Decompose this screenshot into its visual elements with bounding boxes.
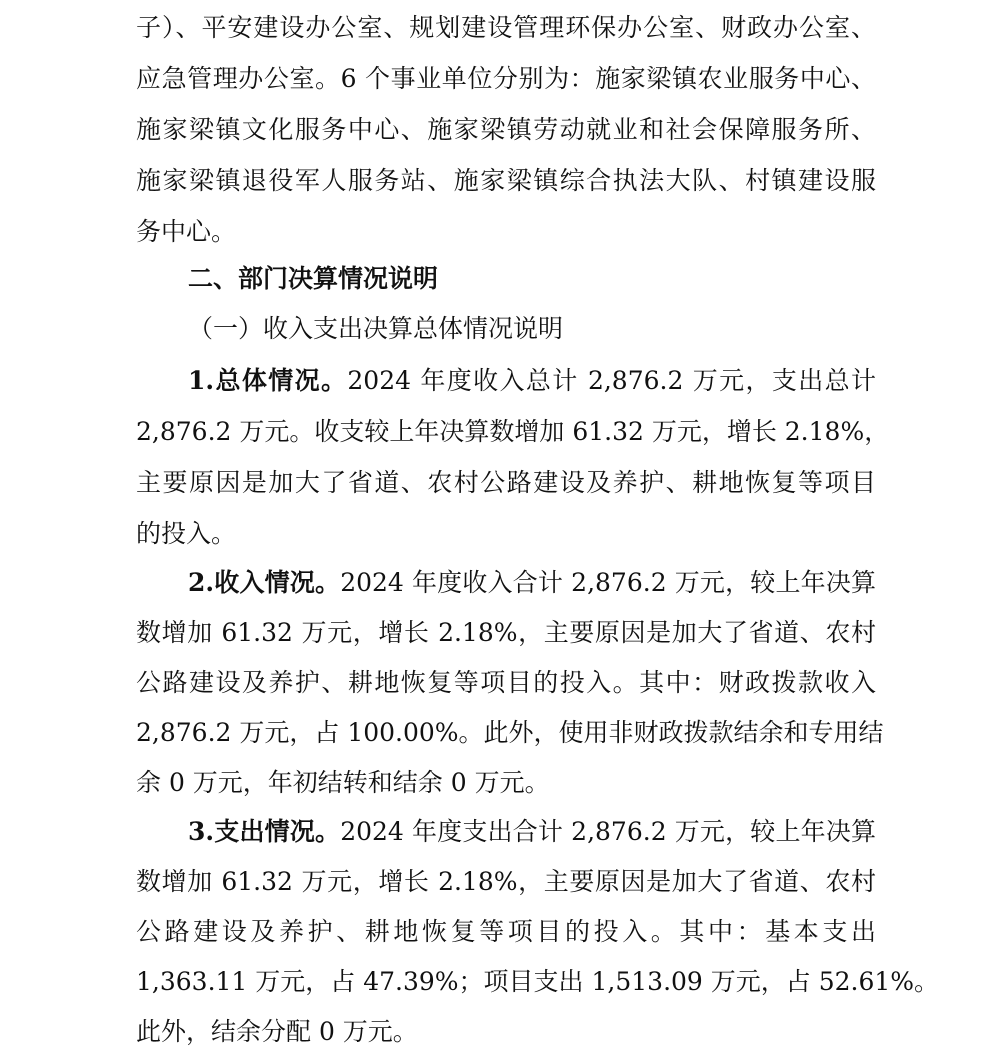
p2-line-5: 余 0 万元，年初结转和结余 0 万元。 <box>136 768 550 797</box>
intro-line-2: 应急管理办公室。6 个事业单位分别为：施家梁镇农业服务中心、 <box>136 64 876 93</box>
p2-line-1-text: 2024 年度收入合计 2,876.2 万元，较上年决算 <box>340 568 876 597</box>
p3-label: 3.支出情况。 <box>188 817 341 846</box>
p3-first-line <box>188 806 876 858</box>
intro-line-4: 施家梁镇退役军人服务站、施家梁镇综合执法大队、村镇建设服 <box>136 166 876 195</box>
p1-label: 1.总体情况。 <box>188 366 348 395</box>
p3-line-2: 数增加 61.32 万元，增长 2.18%，主要原因是加大了省道、农村 <box>136 867 876 896</box>
p3-line-1-text: 2024 年度支出合计 2,876.2 万元，较上年决算 <box>340 817 876 846</box>
p2-line-3: 公路建设及养护、耕地恢复等项目的投入。其中：财政拨款收入 <box>136 668 876 697</box>
p1-line-4: 的投入。 <box>136 519 237 548</box>
intro-line-5: 务中心。 <box>136 217 237 246</box>
p2-first-line <box>188 557 876 609</box>
p2-line-4: 2,876.2 万元，占 100.00%。此外，使用非财政拨款结余和专用结 <box>136 718 884 747</box>
p1-line-3: 主要原因是加大了省道、农村公路建设及养护、耕地恢复等项目 <box>136 468 876 497</box>
p3-line-4: 1,363.11 万元，占 47.39%；项目支出 1,513.09 万元，占 52.61%。 <box>136 967 940 996</box>
p2-line-2: 数增加 61.32 万元，增长 2.18%，主要原因是加大了省道、农村 <box>136 618 876 647</box>
p1-line-2: 2,876.2 万元。收支较上年决算数增加 61.32 万元，增长 2.18%， <box>136 417 890 446</box>
section-heading: 二、部门决算情况说明 <box>188 264 439 293</box>
intro-line-3: 施家梁镇文化服务中心、施家梁镇劳动就业和社会保障服务所、 <box>136 115 876 144</box>
p1-first-line <box>188 355 876 407</box>
p3-line-3: 公路建设及养护、耕地恢复等项目的投入。其中：基本支出 <box>136 917 876 946</box>
p1-line-1-text: 2024 年度收入总计 2,876.2 万元，支出总计 <box>347 366 876 395</box>
p3-line-5: 此外，结余分配 0 万元。 <box>136 1017 418 1046</box>
subsection-heading: （一）收入支出决算总体情况说明 <box>188 314 564 343</box>
intro-line-1: 子）、平安建设办公室、规划建设管理环保办公室、财政办公室、 <box>136 13 876 42</box>
p2-label: 2.收入情况。 <box>188 568 341 597</box>
